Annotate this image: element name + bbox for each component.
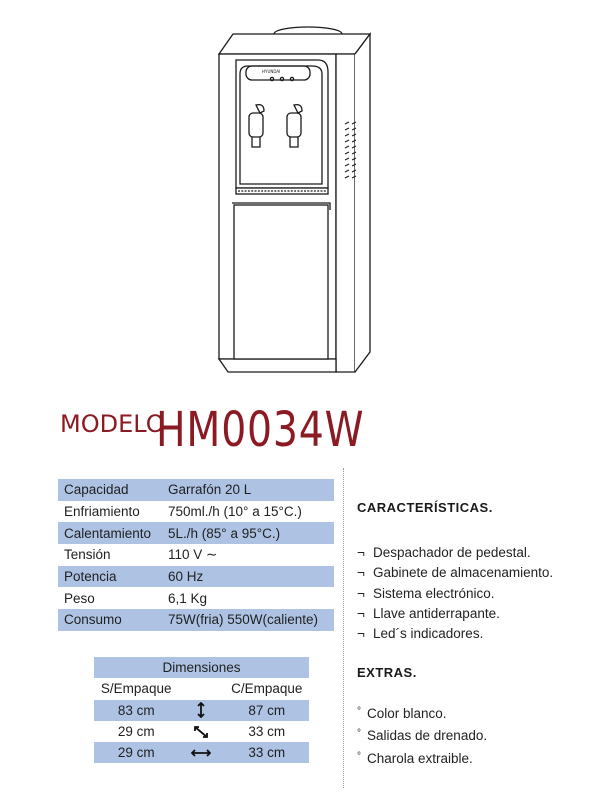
spec-row bbox=[58, 501, 334, 523]
dimension-row-height bbox=[94, 700, 309, 721]
list-item-text: Led´s indicadores. bbox=[373, 626, 484, 642]
horizontal-arrow-icon bbox=[178, 742, 224, 763]
spec-row bbox=[58, 587, 334, 609]
list-item bbox=[357, 563, 553, 583]
water-dispenser-icon bbox=[200, 20, 400, 382]
dimensions-header-row bbox=[94, 678, 309, 699]
depth-without: 29 cm bbox=[117, 724, 155, 740]
spec-value: 5L./h (85° a 95°C.) bbox=[162, 522, 334, 544]
dimensions-title: Dimensiones bbox=[94, 657, 309, 678]
spec-label: Peso bbox=[64, 590, 95, 606]
spec-row bbox=[58, 522, 334, 544]
spec-label: Tensión bbox=[64, 547, 111, 563]
extras-title: EXTRAS. bbox=[357, 665, 417, 680]
vertical-arrow-icon bbox=[178, 700, 224, 721]
height-with: 87 cm bbox=[225, 700, 309, 721]
list-item bbox=[357, 543, 553, 563]
bullet-icon: ¬ bbox=[357, 565, 365, 581]
list-item bbox=[357, 724, 487, 746]
list-item-text: Gabinete de almacenamiento. bbox=[373, 565, 554, 581]
spec-value: 60 Hz bbox=[162, 566, 334, 588]
list-item-text: Despachador de pedestal. bbox=[373, 545, 531, 560]
specifications-table bbox=[58, 479, 334, 631]
bullet-icon: ¬ bbox=[357, 605, 365, 621]
column-divider bbox=[343, 468, 344, 788]
dimensions-table bbox=[94, 657, 309, 763]
bullet-icon: ° bbox=[357, 728, 361, 740]
spec-value: Garrafón 20 L bbox=[162, 479, 334, 501]
list-item bbox=[357, 604, 553, 624]
spec-label: Calentamiento bbox=[58, 522, 162, 544]
height-without: 83 cm bbox=[94, 700, 178, 721]
model-label: MODELO bbox=[60, 410, 165, 438]
list-item-text: Color blanco. bbox=[367, 706, 447, 721]
spec-label: Potencia bbox=[58, 566, 162, 588]
depth-with: 33 cm bbox=[248, 724, 286, 740]
list-item-text: Salidas de drenado. bbox=[367, 728, 488, 744]
bullet-icon: ¬ bbox=[357, 626, 365, 642]
list-item-text: Sistema electrónico. bbox=[373, 585, 495, 601]
spec-value: 750ml./h (10° a 15°C.) bbox=[168, 504, 302, 520]
water-dispenser-illustration bbox=[200, 20, 400, 382]
diagonal-arrow-icon bbox=[178, 721, 224, 742]
list-item bbox=[357, 747, 487, 769]
spec-row bbox=[58, 609, 334, 631]
features-list bbox=[357, 543, 553, 644]
list-item-text: Charola extraible. bbox=[367, 750, 473, 766]
features-title: CARACTERÍSTICAS. bbox=[357, 500, 493, 515]
brand-text: HYUNDAI bbox=[262, 69, 281, 74]
dimension-row-width bbox=[94, 742, 309, 763]
list-item bbox=[357, 584, 553, 604]
spec-row bbox=[58, 544, 334, 566]
spec-value: 6,1 Kg bbox=[168, 590, 208, 606]
width-without: 29 cm bbox=[94, 742, 178, 763]
width-with: 33 cm bbox=[225, 742, 309, 763]
dimension-row-depth bbox=[94, 721, 309, 742]
spec-value: 110 V ∼ bbox=[168, 546, 218, 562]
header-with-packaging: C/Empaque bbox=[231, 681, 303, 697]
bullet-icon: ° bbox=[357, 750, 361, 762]
extras-list bbox=[357, 702, 487, 769]
spec-label: Consumo bbox=[58, 609, 162, 631]
list-item bbox=[357, 624, 553, 644]
header-without-packaging: S/Empaque bbox=[100, 681, 172, 697]
bullet-icon: ¬ bbox=[357, 585, 365, 601]
spec-label: Capacidad bbox=[58, 479, 162, 501]
spec-row bbox=[58, 566, 334, 588]
model-heading bbox=[60, 402, 460, 462]
spec-value: 75W(fria) 550W(caliente) bbox=[162, 609, 334, 631]
dimensions-title-row bbox=[94, 657, 309, 678]
spec-row bbox=[58, 479, 334, 501]
list-item bbox=[357, 702, 487, 724]
list-item-text: Llave antiderrapante. bbox=[373, 605, 500, 621]
bullet-icon: ¬ bbox=[357, 545, 365, 560]
bullet-icon: ° bbox=[357, 706, 361, 717]
model-code: HM0034W bbox=[156, 402, 365, 458]
spec-label: Enfriamiento bbox=[64, 504, 140, 520]
